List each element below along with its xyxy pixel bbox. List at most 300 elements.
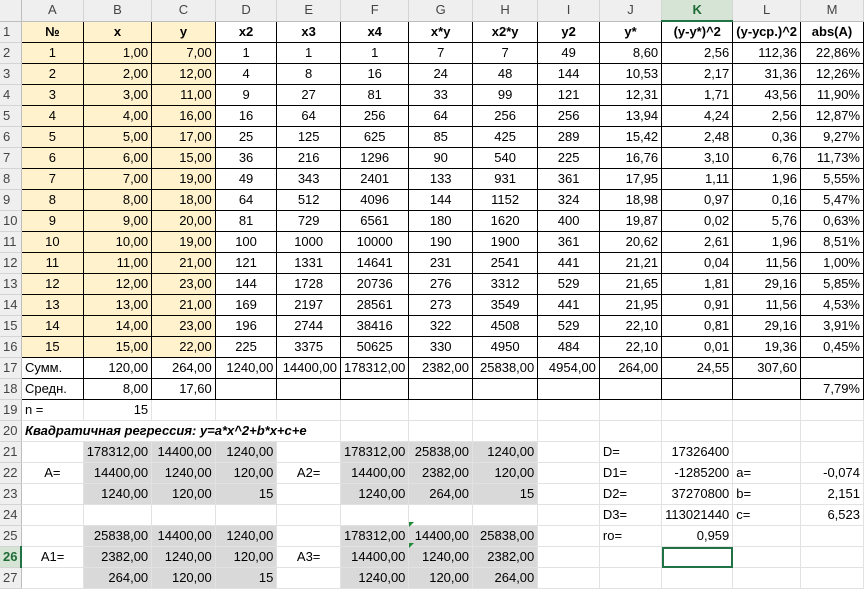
row-header-11[interactable]: 11 <box>0 232 21 253</box>
matrix-cell[interactable]: 15 <box>215 568 277 589</box>
matrix-cell[interactable]: 120,00 <box>409 568 473 589</box>
matrix-cell[interactable]: 25838,00 <box>83 526 151 547</box>
matrix-cell[interactable]: 2382,00 <box>472 547 537 568</box>
avg-cell[interactable] <box>215 379 277 400</box>
data-cell[interactable]: 8,00 <box>83 190 151 211</box>
data-cell[interactable]: 10 <box>21 232 83 253</box>
data-cell[interactable]: 16,00 <box>152 106 216 127</box>
sum-cell[interactable]: 14400,00 <box>277 358 341 379</box>
data-cell[interactable]: 20,00 <box>152 211 216 232</box>
data-cell[interactable]: 225 <box>215 337 277 358</box>
data-cell[interactable]: 31,36 <box>733 64 801 85</box>
data-cell[interactable]: 1331 <box>277 253 341 274</box>
header-cell[interactable]: x*y <box>409 21 473 43</box>
coef-label-cell[interactable]: b= <box>733 484 801 505</box>
data-cell[interactable]: 3 <box>21 85 83 106</box>
data-cell[interactable]: 19,00 <box>152 232 216 253</box>
data-cell[interactable]: 540 <box>472 148 537 169</box>
column-header-a[interactable]: A <box>21 0 83 21</box>
data-cell[interactable]: 50625 <box>340 337 408 358</box>
header-cell[interactable]: y <box>152 21 216 43</box>
data-cell[interactable]: 1152 <box>472 190 537 211</box>
sum-cell[interactable]: 24,55 <box>662 358 733 379</box>
data-cell[interactable]: 529 <box>538 316 600 337</box>
row-header-4[interactable]: 4 <box>0 85 21 106</box>
coef-value-cell[interactable]: 6,523 <box>801 505 864 526</box>
data-cell[interactable]: 1 <box>277 43 341 64</box>
sum-cell[interactable]: 1240,00 <box>215 358 277 379</box>
data-cell[interactable]: 18,98 <box>599 190 661 211</box>
matrix-cell[interactable]: 2382,00 <box>83 547 151 568</box>
coef-value-cell[interactable]: -0,074 <box>801 463 864 484</box>
det-label-cell[interactable]: D3= <box>599 505 661 526</box>
data-cell[interactable]: 11,73% <box>801 148 864 169</box>
data-cell[interactable]: 7 <box>472 43 537 64</box>
data-cell[interactable]: 1 <box>21 43 83 64</box>
header-cell[interactable]: x3 <box>277 21 341 43</box>
data-cell[interactable]: 0,16 <box>733 190 801 211</box>
avg-cell[interactable]: 17,60 <box>152 379 216 400</box>
data-cell[interactable]: 5,00 <box>83 127 151 148</box>
column-header-e[interactable]: E <box>277 0 341 21</box>
row-header-25[interactable]: 25 <box>0 526 21 547</box>
data-cell[interactable]: 21,95 <box>599 295 661 316</box>
data-cell[interactable]: 1,11 <box>662 169 733 190</box>
data-cell[interactable]: 1,96 <box>733 232 801 253</box>
data-cell[interactable]: 12,26% <box>801 64 864 85</box>
data-cell[interactable]: 6561 <box>340 211 408 232</box>
matrix-label-cell[interactable]: A3= <box>277 547 341 568</box>
data-cell[interactable]: 12,00 <box>83 274 151 295</box>
data-cell[interactable]: 0,45% <box>801 337 864 358</box>
data-cell[interactable]: 15,00 <box>83 337 151 358</box>
data-cell[interactable]: 18,00 <box>152 190 216 211</box>
avg-cell[interactable] <box>599 379 661 400</box>
data-cell[interactable]: 14641 <box>340 253 408 274</box>
data-cell[interactable]: 17,00 <box>152 127 216 148</box>
n-label-cell[interactable]: n = <box>21 400 83 421</box>
data-cell[interactable]: 0,04 <box>662 253 733 274</box>
data-cell[interactable]: 7 <box>21 169 83 190</box>
data-cell[interactable]: 361 <box>538 232 600 253</box>
data-cell[interactable]: 330 <box>409 337 473 358</box>
data-cell[interactable]: 19,87 <box>599 211 661 232</box>
column-header-l[interactable]: L <box>733 0 801 21</box>
data-cell[interactable]: 441 <box>538 253 600 274</box>
matrix-cell[interactable]: 15 <box>215 484 277 505</box>
data-cell[interactable]: 276 <box>409 274 473 295</box>
cell[interactable] <box>538 484 600 505</box>
data-cell[interactable]: 90 <box>409 148 473 169</box>
cell[interactable] <box>599 400 661 421</box>
avg-cell[interactable]: 7,79% <box>801 379 864 400</box>
data-cell[interactable]: 2,48 <box>662 127 733 148</box>
data-cell[interactable]: 13,94 <box>599 106 661 127</box>
det-label-cell[interactable]: D2= <box>599 484 661 505</box>
row-header-15[interactable]: 15 <box>0 316 21 337</box>
column-header-k[interactable]: K <box>662 0 733 21</box>
data-cell[interactable]: 1620 <box>472 211 537 232</box>
matrix-cell[interactable]: 14400,00 <box>152 526 216 547</box>
matrix-cell[interactable]: 2382,00 <box>409 463 473 484</box>
det-value-cell[interactable]: 113021440 <box>662 505 733 526</box>
column-header-d[interactable]: D <box>215 0 277 21</box>
column-header-i[interactable]: I <box>538 0 600 21</box>
select-all-corner[interactable] <box>0 0 21 21</box>
data-cell[interactable]: 144 <box>215 274 277 295</box>
data-cell[interactable]: 5,76 <box>733 211 801 232</box>
data-cell[interactable]: 14,00 <box>83 316 151 337</box>
data-cell[interactable]: 1728 <box>277 274 341 295</box>
cell[interactable] <box>277 442 341 463</box>
data-cell[interactable]: 1 <box>340 43 408 64</box>
row-header-17[interactable]: 17 <box>0 358 21 379</box>
coef-value-cell[interactable]: 2,151 <box>801 484 864 505</box>
matrix-cell[interactable]: 1240,00 <box>215 526 277 547</box>
data-cell[interactable]: 231 <box>409 253 473 274</box>
cell[interactable] <box>21 505 83 526</box>
data-cell[interactable]: 11 <box>21 253 83 274</box>
cell[interactable] <box>21 442 83 463</box>
avg-cell[interactable] <box>277 379 341 400</box>
det-label-cell[interactable]: D= <box>599 442 661 463</box>
data-cell[interactable]: 64 <box>277 106 341 127</box>
data-cell[interactable]: 12,00 <box>152 64 216 85</box>
data-cell[interactable]: 1 <box>215 43 277 64</box>
data-cell[interactable]: 9 <box>215 85 277 106</box>
data-cell[interactable]: 11,56 <box>733 253 801 274</box>
matrix-label-cell[interactable]: A1= <box>21 547 83 568</box>
cell[interactable] <box>662 400 733 421</box>
matrix-cell[interactable]: 1240,00 <box>215 442 277 463</box>
data-cell[interactable]: 21,21 <box>599 253 661 274</box>
row-header-13[interactable]: 13 <box>0 274 21 295</box>
data-cell[interactable]: 3,91% <box>801 316 864 337</box>
data-cell[interactable]: 11,56 <box>733 295 801 316</box>
data-cell[interactable]: 21,00 <box>152 295 216 316</box>
avg-cell[interactable] <box>409 379 473 400</box>
matrix-cell[interactable]: 25838,00 <box>472 526 537 547</box>
data-cell[interactable]: 9 <box>21 211 83 232</box>
data-cell[interactable]: 15,00 <box>152 148 216 169</box>
row-header-21[interactable]: 21 <box>0 442 21 463</box>
matrix-cell[interactable]: 178312,00 <box>340 526 408 547</box>
cell[interactable] <box>472 400 537 421</box>
data-cell[interactable]: 29,16 <box>733 274 801 295</box>
cell[interactable] <box>733 400 801 421</box>
matrix-cell[interactable]: 1240,00 <box>340 484 408 505</box>
data-cell[interactable]: 216 <box>277 148 341 169</box>
cell[interactable] <box>801 400 864 421</box>
data-cell[interactable]: 13,00 <box>83 295 151 316</box>
data-cell[interactable]: 4508 <box>472 316 537 337</box>
cell[interactable] <box>277 568 341 589</box>
data-cell[interactable]: 99 <box>472 85 537 106</box>
data-cell[interactable]: 5,55% <box>801 169 864 190</box>
data-cell[interactable]: 81 <box>215 211 277 232</box>
matrix-cell[interactable]: 120,00 <box>152 568 216 589</box>
data-cell[interactable]: 4,24 <box>662 106 733 127</box>
sum-cell[interactable]: 264,00 <box>152 358 216 379</box>
data-cell[interactable]: 15 <box>21 337 83 358</box>
avg-cell[interactable] <box>538 379 600 400</box>
matrix-label-cell[interactable]: A2= <box>277 463 341 484</box>
data-cell[interactable]: 38416 <box>340 316 408 337</box>
data-cell[interactable]: 5,85% <box>801 274 864 295</box>
data-cell[interactable]: 2541 <box>472 253 537 274</box>
data-cell[interactable]: 125 <box>277 127 341 148</box>
cell[interactable] <box>801 547 864 568</box>
matrix-cell[interactable]: 1240,00 <box>83 484 151 505</box>
regression-title-cell[interactable]: Квадратичная регрессия: y=a*x^2+b*x+c+e <box>21 421 340 442</box>
data-cell[interactable]: 484 <box>538 337 600 358</box>
data-cell[interactable]: 22,86% <box>801 43 864 64</box>
cell[interactable] <box>472 421 537 442</box>
row-header-5[interactable]: 5 <box>0 106 21 127</box>
data-cell[interactable]: 144 <box>538 64 600 85</box>
data-cell[interactable]: 8 <box>21 190 83 211</box>
data-cell[interactable]: 1,00% <box>801 253 864 274</box>
data-cell[interactable]: 0,01 <box>662 337 733 358</box>
data-cell[interactable]: 512 <box>277 190 341 211</box>
sum-cell[interactable]: 25838,00 <box>472 358 537 379</box>
data-cell[interactable]: 43,56 <box>733 85 801 106</box>
data-cell[interactable]: 324 <box>538 190 600 211</box>
cell[interactable] <box>277 505 341 526</box>
column-header-b[interactable]: B <box>83 0 151 21</box>
data-cell[interactable]: 256 <box>472 106 537 127</box>
data-cell[interactable]: 3375 <box>277 337 341 358</box>
row-header-8[interactable]: 8 <box>0 169 21 190</box>
data-cell[interactable]: 529 <box>538 274 600 295</box>
row-header-9[interactable]: 9 <box>0 190 21 211</box>
data-cell[interactable]: 33 <box>409 85 473 106</box>
data-cell[interactable]: 12,87% <box>801 106 864 127</box>
data-cell[interactable]: 6 <box>21 148 83 169</box>
matrix-label-cell[interactable]: A= <box>21 463 83 484</box>
det-value-cell[interactable]: 37270800 <box>662 484 733 505</box>
data-cell[interactable]: 4 <box>215 64 277 85</box>
matrix-cell[interactable]: 1240,00 <box>472 442 537 463</box>
data-cell[interactable]: 5,47% <box>801 190 864 211</box>
matrix-cell[interactable]: 14400,00 <box>409 526 473 547</box>
cell[interactable] <box>21 568 83 589</box>
data-cell[interactable]: 12 <box>21 274 83 295</box>
data-cell[interactable]: 400 <box>538 211 600 232</box>
coef-label-cell[interactable]: c= <box>733 505 801 526</box>
header-cell[interactable]: x2 <box>215 21 277 43</box>
data-cell[interactable]: 322 <box>409 316 473 337</box>
data-cell[interactable]: 4950 <box>472 337 537 358</box>
det-value-cell[interactable]: 17326400 <box>662 442 733 463</box>
sum-cell[interactable]: 178312,00 <box>340 358 408 379</box>
data-cell[interactable]: 81 <box>340 85 408 106</box>
data-cell[interactable]: 22,10 <box>599 316 661 337</box>
column-header-m[interactable]: M <box>801 0 864 21</box>
row-header-19[interactable]: 19 <box>0 400 21 421</box>
data-cell[interactable]: 11,00 <box>83 253 151 274</box>
row-header-20[interactable]: 20 <box>0 421 21 442</box>
cell[interactable] <box>472 505 537 526</box>
cell[interactable] <box>409 421 473 442</box>
cell[interactable] <box>152 505 216 526</box>
cell[interactable] <box>599 421 661 442</box>
header-cell[interactable]: № <box>21 21 83 43</box>
data-cell[interactable]: 13 <box>21 295 83 316</box>
data-cell[interactable]: 2744 <box>277 316 341 337</box>
cell[interactable] <box>733 442 801 463</box>
data-cell[interactable]: 3,00 <box>83 85 151 106</box>
data-cell[interactable]: 8,51% <box>801 232 864 253</box>
data-cell[interactable]: 121 <box>538 85 600 106</box>
data-cell[interactable]: 4096 <box>340 190 408 211</box>
cell[interactable] <box>733 568 801 589</box>
cell[interactable] <box>215 505 277 526</box>
row-header-10[interactable]: 10 <box>0 211 21 232</box>
data-cell[interactable]: 21,65 <box>599 274 661 295</box>
cell[interactable] <box>21 484 83 505</box>
header-cell[interactable]: (y-усp.)^2 <box>733 21 801 43</box>
data-cell[interactable]: 9,00 <box>83 211 151 232</box>
data-cell[interactable]: 256 <box>538 106 600 127</box>
active-cell[interactable] <box>662 547 733 568</box>
data-cell[interactable]: 49 <box>215 169 277 190</box>
matrix-cell[interactable]: 120,00 <box>472 463 537 484</box>
matrix-cell[interactable]: 264,00 <box>472 568 537 589</box>
matrix-cell[interactable]: 178312,00 <box>340 442 408 463</box>
cell[interactable] <box>538 442 600 463</box>
data-cell[interactable]: 1296 <box>340 148 408 169</box>
data-cell[interactable]: 10000 <box>340 232 408 253</box>
matrix-cell[interactable]: 1240,00 <box>409 547 473 568</box>
avg-cell[interactable] <box>340 379 408 400</box>
data-cell[interactable]: 2,17 <box>662 64 733 85</box>
data-cell[interactable]: 225 <box>538 148 600 169</box>
matrix-cell[interactable]: 15 <box>472 484 537 505</box>
data-cell[interactable]: 100 <box>215 232 277 253</box>
data-cell[interactable]: 0,97 <box>662 190 733 211</box>
data-cell[interactable]: 144 <box>409 190 473 211</box>
det-value-cell[interactable]: -1285200 <box>662 463 733 484</box>
data-cell[interactable]: 17,95 <box>599 169 661 190</box>
cell[interactable] <box>340 400 408 421</box>
cell[interactable] <box>340 505 408 526</box>
row-header-1[interactable]: 1 <box>0 21 21 43</box>
row-header-24[interactable]: 24 <box>0 505 21 526</box>
cell[interactable] <box>801 526 864 547</box>
data-cell[interactable]: 273 <box>409 295 473 316</box>
sum-cell[interactable] <box>801 358 864 379</box>
data-cell[interactable]: 1,81 <box>662 274 733 295</box>
data-cell[interactable]: 112,36 <box>733 43 801 64</box>
data-cell[interactable]: 11,90% <box>801 85 864 106</box>
data-cell[interactable]: 7 <box>409 43 473 64</box>
matrix-cell[interactable]: 1240,00 <box>340 568 408 589</box>
cell[interactable] <box>538 463 600 484</box>
matrix-cell[interactable]: 1240,00 <box>152 463 216 484</box>
column-header-c[interactable]: C <box>152 0 216 21</box>
data-cell[interactable]: 7,00 <box>152 43 216 64</box>
data-cell[interactable]: 289 <box>538 127 600 148</box>
avg-cell[interactable] <box>733 379 801 400</box>
cell[interactable] <box>733 421 801 442</box>
data-cell[interactable]: 23,00 <box>152 274 216 295</box>
data-cell[interactable]: 425 <box>472 127 537 148</box>
data-cell[interactable]: 16 <box>340 64 408 85</box>
avg-cell[interactable] <box>662 379 733 400</box>
coef-label-cell[interactable]: a= <box>733 463 801 484</box>
data-cell[interactable]: 2,56 <box>662 43 733 64</box>
data-cell[interactable]: 4,53% <box>801 295 864 316</box>
det-value-cell[interactable]: 0,959 <box>662 526 733 547</box>
cell[interactable] <box>599 547 661 568</box>
cell[interactable] <box>538 526 600 547</box>
data-cell[interactable]: 3312 <box>472 274 537 295</box>
matrix-cell[interactable]: 14400,00 <box>340 463 408 484</box>
data-cell[interactable]: 2,00 <box>83 64 151 85</box>
row-header-18[interactable]: 18 <box>0 379 21 400</box>
row-header-2[interactable]: 2 <box>0 43 21 64</box>
cell[interactable] <box>277 484 341 505</box>
det-label-cell[interactable]: D1= <box>599 463 661 484</box>
data-cell[interactable]: 625 <box>340 127 408 148</box>
cell[interactable] <box>733 547 801 568</box>
matrix-cell[interactable]: 120,00 <box>215 463 277 484</box>
data-cell[interactable]: 15,42 <box>599 127 661 148</box>
data-cell[interactable]: 23,00 <box>152 316 216 337</box>
data-cell[interactable]: 48 <box>472 64 537 85</box>
data-cell[interactable]: 64 <box>409 106 473 127</box>
data-cell[interactable]: 6,00 <box>83 148 151 169</box>
matrix-cell[interactable]: 264,00 <box>409 484 473 505</box>
row-header-7[interactable]: 7 <box>0 148 21 169</box>
cell[interactable] <box>21 526 83 547</box>
cell[interactable] <box>538 547 600 568</box>
data-cell[interactable]: 343 <box>277 169 341 190</box>
sum-cell[interactable]: 120,00 <box>83 358 151 379</box>
data-cell[interactable]: 29,16 <box>733 316 801 337</box>
cell[interactable] <box>662 568 733 589</box>
data-cell[interactable]: 1,96 <box>733 169 801 190</box>
data-cell[interactable]: 1,71 <box>662 85 733 106</box>
data-cell[interactable]: 22,00 <box>152 337 216 358</box>
cell[interactable] <box>538 400 600 421</box>
data-cell[interactable]: 441 <box>538 295 600 316</box>
data-cell[interactable]: 27 <box>277 85 341 106</box>
data-cell[interactable]: 133 <box>409 169 473 190</box>
column-header-h[interactable]: H <box>472 0 537 21</box>
row-header-22[interactable]: 22 <box>0 463 21 484</box>
matrix-cell[interactable]: 14400,00 <box>340 547 408 568</box>
row-header-16[interactable]: 16 <box>0 337 21 358</box>
matrix-cell[interactable]: 1240,00 <box>152 547 216 568</box>
header-cell[interactable]: x4 <box>340 21 408 43</box>
row-header-26[interactable]: 26 <box>0 547 21 568</box>
header-cell[interactable]: x <box>83 21 151 43</box>
data-cell[interactable]: 180 <box>409 211 473 232</box>
data-cell[interactable]: 20,62 <box>599 232 661 253</box>
data-cell[interactable]: 21,00 <box>152 253 216 274</box>
cell[interactable] <box>215 400 277 421</box>
data-cell[interactable]: 196 <box>215 316 277 337</box>
data-cell[interactable]: 19,00 <box>152 169 216 190</box>
data-cell[interactable]: 64 <box>215 190 277 211</box>
data-cell[interactable]: 1900 <box>472 232 537 253</box>
cell[interactable] <box>801 442 864 463</box>
data-cell[interactable]: 190 <box>409 232 473 253</box>
column-header-f[interactable]: F <box>340 0 408 21</box>
data-cell[interactable]: 3,10 <box>662 148 733 169</box>
